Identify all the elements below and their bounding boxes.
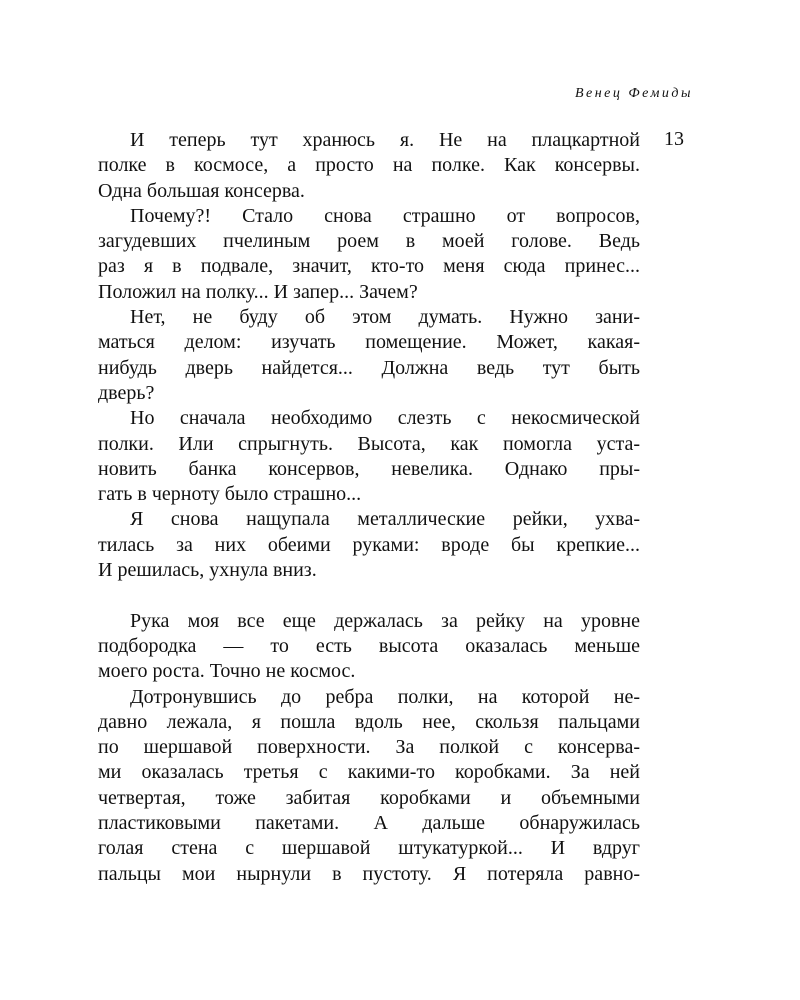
text-line: Но сначала необходимо слезть с некосмической [130, 407, 640, 430]
text-line: раз я в подвале, значит, кто-то меня сюда принес... [98, 255, 640, 278]
text-line: И решилась, ухнула вниз. [98, 559, 317, 582]
text-line: Положил на полку... И запер... Зачем? [98, 280, 418, 303]
text-line: Рука моя все еще держалась за рейку на уровне [130, 609, 640, 632]
text-line: дверь? [98, 381, 155, 404]
text-line: Нет, не буду об этом думать. Нужно зани- [130, 306, 640, 329]
text-line: подбородка — то есть высота оказалась меньше [98, 634, 640, 657]
text-line: Дотронувшись до ребра полки, на которой не- [130, 685, 640, 708]
text-line: пластиковыми пакетами. А дальше обнаружилась [98, 812, 640, 835]
text-line: маться делом: изучать помещение. Может, какая- [98, 331, 640, 354]
text-line: нибудь дверь найдется... Должна ведь тут быть [98, 356, 640, 379]
text-line: Одна большая консерва. [98, 179, 305, 202]
text-line: Почему?! Стало снова страшно от вопросов, [130, 204, 640, 227]
text-line: загудевших пчелиным роем в моей голове. Ведь [98, 230, 640, 253]
text-line: моего роста. Точно не космос. [98, 660, 356, 683]
text-line: тилась за них обеими руками: вроде бы крепкие... [98, 533, 640, 556]
text-line: ми оказалась третья с какими-то коробками. За ней [98, 761, 640, 784]
text-line: пальцы мои нырнули в пустоту. Я потеряла равно- [98, 862, 640, 885]
section-break [98, 583, 640, 608]
text-line: Я снова нащупала металлические рейки, ухва- [130, 508, 640, 531]
text-line: по шершавой поверхности. За полкой с консерва- [98, 736, 640, 759]
text-line: четвертая, тоже забитая коробками и объемными [98, 786, 640, 809]
text-line: давно лежала, я пошла вдоль нее, скользя пальцами [98, 710, 640, 733]
text-line: И теперь тут хранюсь я. Не на плацкартной [130, 129, 640, 151]
running-head-title: Венец Фемиды [574, 86, 693, 101]
page-number: 13 [664, 128, 684, 150]
text-line: новить банка консервов, невелика. Однако пры- [98, 457, 640, 480]
body-text [98, 128, 640, 887]
text-line: полке в космосе, а просто на полке. Как консервы. [98, 154, 640, 177]
text-line: голая стена с шершавой штукатуркой... И вдруг [98, 837, 640, 860]
text-line: полки. Или спрыгнуть. Высота, как помогла уста- [98, 432, 640, 455]
text-line: гать в черноту было страшно... [98, 483, 362, 506]
